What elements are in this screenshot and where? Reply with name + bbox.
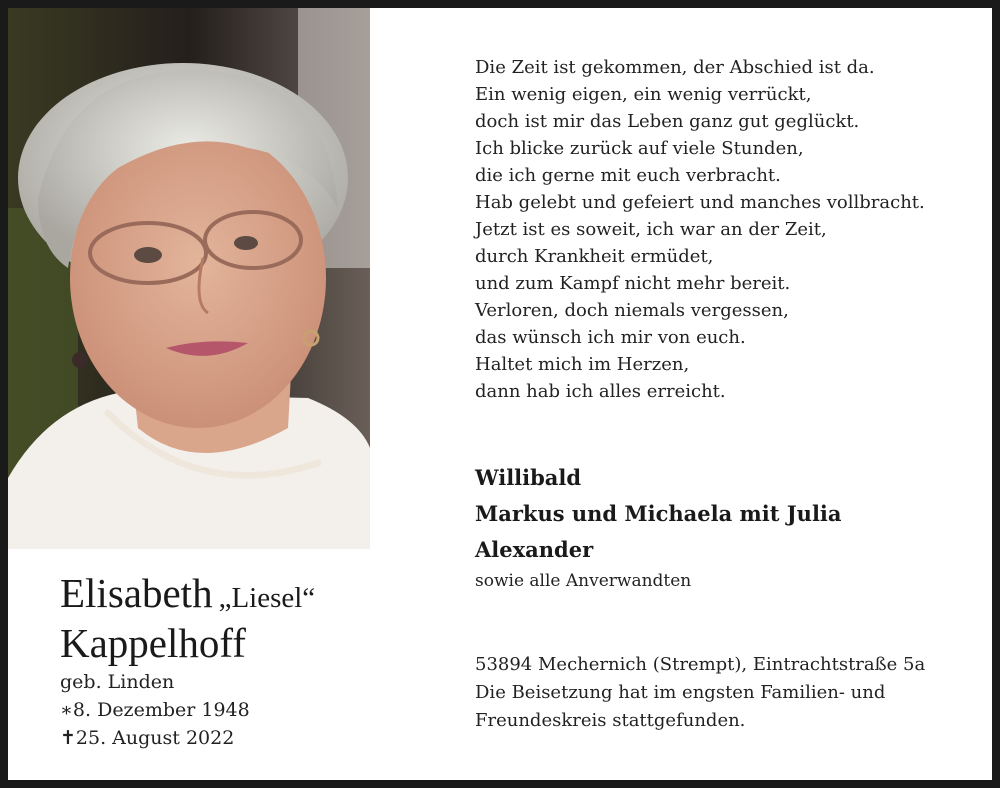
family-member: Willibald	[475, 465, 582, 490]
obituary-card	[8, 8, 992, 780]
poem-line: durch Krankheit ermüdet,	[475, 246, 714, 267]
poem-line: die ich gerne mit euch verbracht.	[475, 165, 781, 186]
family-block	[475, 460, 975, 594]
family-member: Markus und Michaela mit Julia	[475, 501, 842, 526]
death-date: ✝25. August 2022	[60, 727, 235, 749]
poem-line: Verloren, doch niemals vergessen,	[475, 300, 789, 321]
first-name-line	[60, 571, 390, 620]
birth-date: ∗8. Dezember 1948	[60, 699, 250, 721]
portrait-photo	[8, 8, 370, 549]
poem-line: Ein wenig eigen, ein wenig verrückt,	[475, 84, 812, 105]
poem-line: Die Zeit ist gekommen, der Abschied ist da.	[475, 57, 875, 78]
nickname: „Liesel“	[218, 582, 316, 614]
address: 53894 Mechernich (Strempt), Eintrachtstraße 5a	[475, 654, 926, 675]
first-name: Elisabeth	[60, 570, 213, 616]
last-name: Kappelhoff	[60, 620, 246, 666]
burial-note-line2: Freundeskreis stattgefunden.	[475, 710, 746, 731]
info-block	[475, 651, 975, 735]
poem-line: Ich blicke zurück auf viele Stunden,	[475, 138, 804, 159]
birth-name: geb. Linden	[60, 671, 175, 693]
name-block	[60, 571, 390, 752]
poem-line: Hab gelebt und gefeiert und manches vollbracht.	[475, 192, 925, 213]
poem-line: doch ist mir das Leben ganz gut geglückt.	[475, 111, 860, 132]
poem-line: und zum Kampf nicht mehr bereit.	[475, 273, 791, 294]
poem-line: dann hab ich alles erreicht.	[475, 381, 726, 402]
family-member: Alexander	[475, 537, 594, 562]
poem-line: Haltet mich im Herzen,	[475, 354, 690, 375]
relatives-note: sowie alle Anverwandten	[475, 571, 692, 591]
burial-note-line1: Die Beisetzung hat im engsten Familien- und	[475, 682, 886, 703]
poem-line: das wünsch ich mir von euch.	[475, 327, 746, 348]
poem	[475, 54, 975, 405]
portrait-illustration	[8, 8, 370, 549]
poem-line: Jetzt ist es soweit, ich war an der Zeit,	[475, 219, 827, 240]
